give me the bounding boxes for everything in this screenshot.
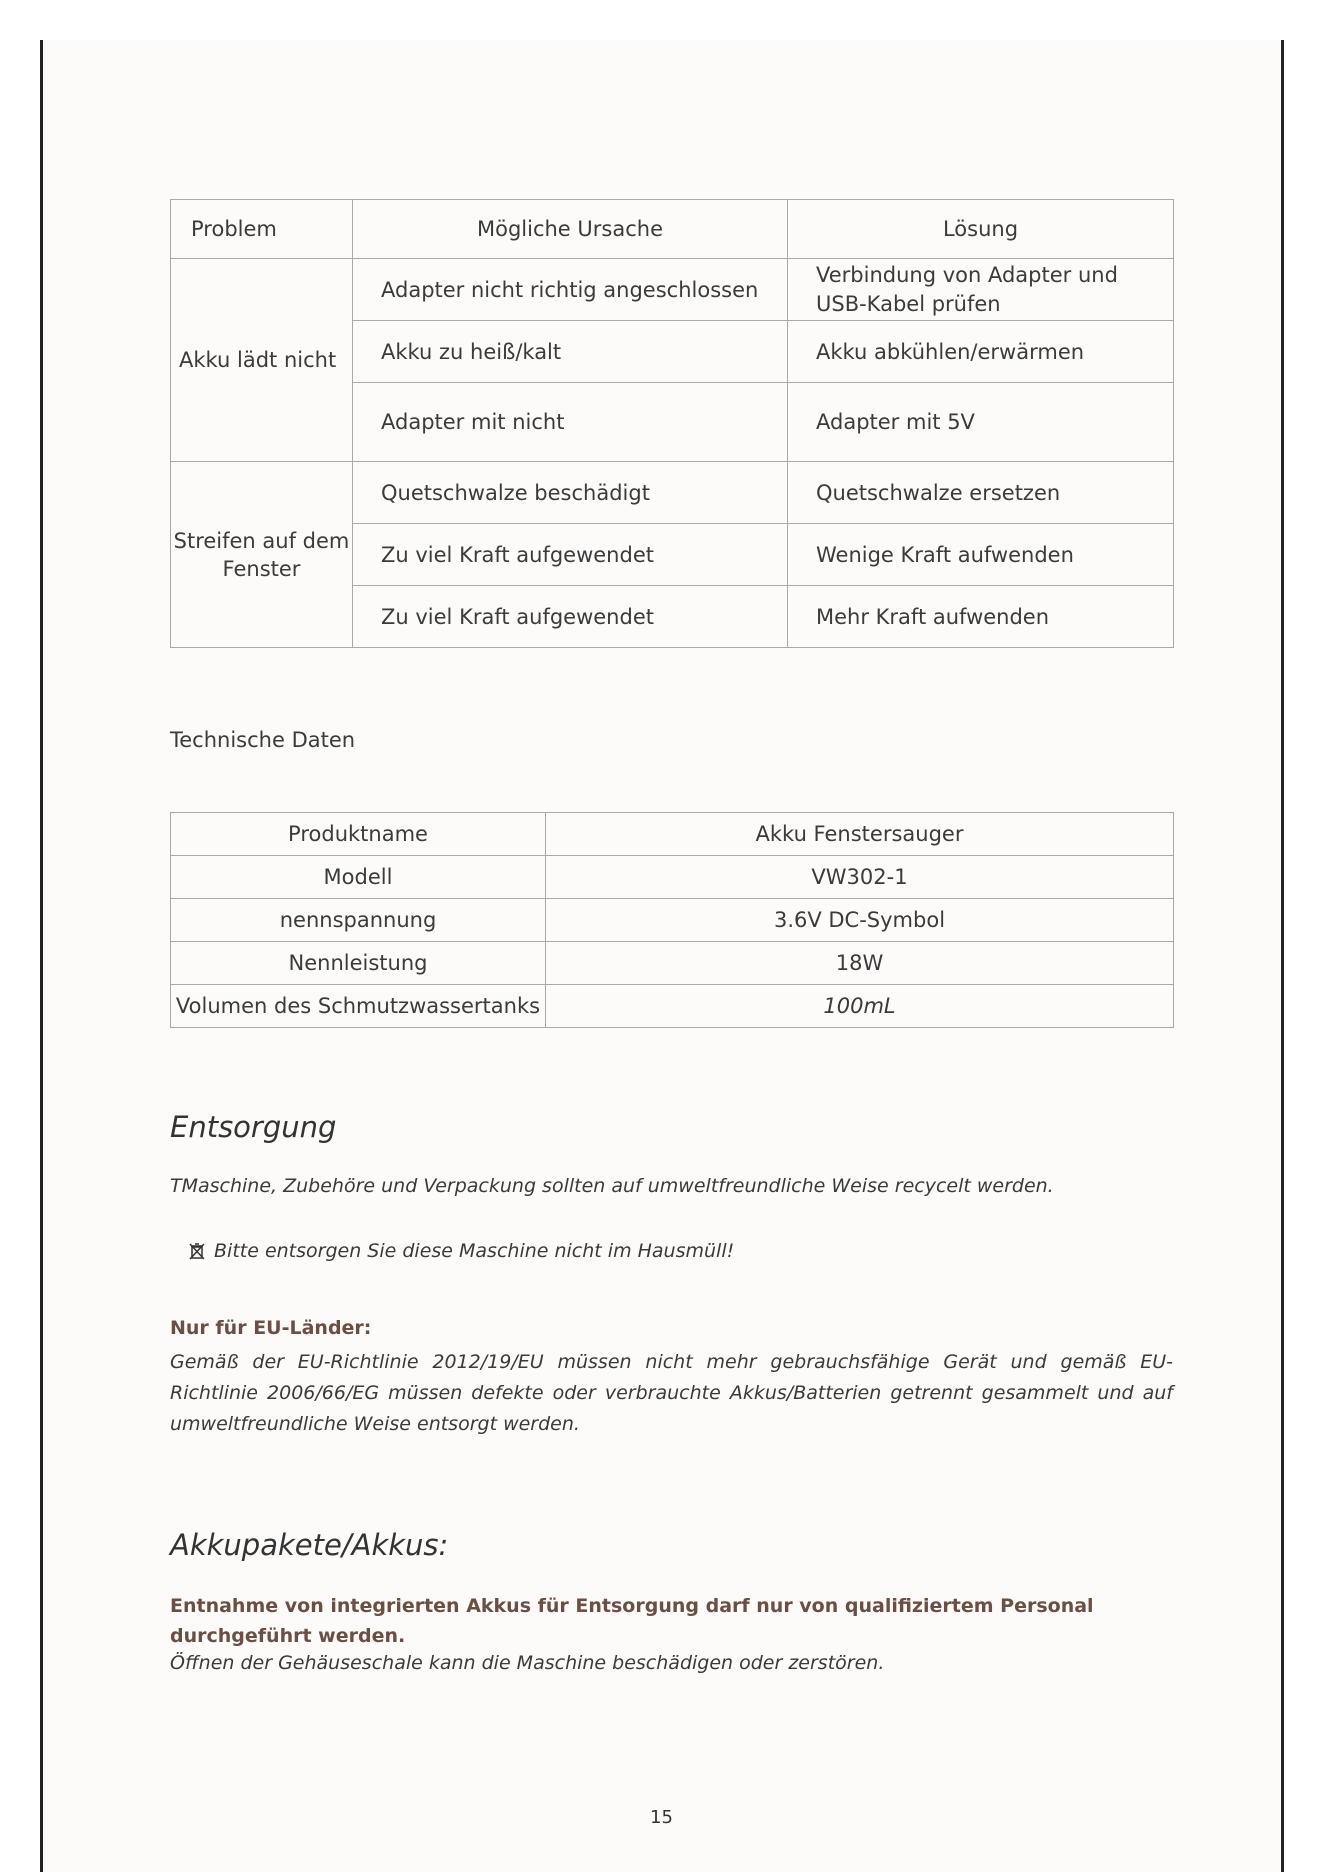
solution-cell: Quetschwalze ersetzen [788, 462, 1174, 524]
tech-label-cell: Produktname [171, 813, 546, 856]
header-cause: Mögliche Ursache [353, 200, 788, 259]
disposal-text: TMaschine, Zubehöre und Verpackung sollten auf umweltfreundliche Weise recycelt werden. [170, 1175, 1054, 1197]
cause-cell: Adapter nicht richtig angeschlossen [353, 259, 788, 321]
solution-cell: Adapter mit 5V [788, 383, 1174, 462]
eu-text: Gemäß der EU-Richtlinie 2012/19/EU müssen nicht mehr gebrauchsfähige Gerät und gemäß EU-Richtlinie 2006/66/EG müssen defekte oder verbrauchte Akkus/Batterien getrennt gesammelt und auf umweltfreundliche Weise entsorgt werden. [170, 1351, 1173, 1435]
cause-cell: Akku zu heiß/kalt [353, 321, 788, 383]
tech-value-cell: 18W [546, 942, 1174, 985]
table-row [171, 985, 1174, 1028]
tech-value-cell: 100mL [546, 985, 1174, 1028]
batteries-heading: Akkupakete/Akkus: [170, 1528, 449, 1562]
tech-value-cell: 3.6V DC-Symbol [546, 899, 1174, 942]
bin-notice-text: Bitte entsorgen Sie diese Maschine nicht im Hausmüll! [214, 1240, 735, 1262]
solution-cell: Verbindung von Adapter und USB-Kabel prüfen [788, 259, 1174, 321]
cause-cell: Adapter mit nicht [353, 383, 788, 462]
tech-data-table [170, 812, 1174, 1028]
disposal-heading: Entsorgung [170, 1110, 337, 1144]
left-page-edge [40, 40, 43, 1872]
table-row [171, 813, 1174, 856]
header-solution: Lösung [788, 200, 1174, 259]
crossed-out-bin-icon [188, 1242, 206, 1265]
tech-value-cell: Akku Fenstersauger [546, 813, 1174, 856]
eu-heading: Nur für EU-Länder: [170, 1317, 372, 1339]
tech-label-cell: Modell [171, 856, 546, 899]
cause-cell: Quetschwalze beschädigt [353, 462, 788, 524]
page-number: 15 [650, 1807, 673, 1828]
problem-cell: Streifen auf dem Fenster [171, 462, 353, 648]
table-header-row [171, 200, 1174, 259]
table-row [171, 942, 1174, 985]
problem-cell: Akku lädt nicht [171, 259, 353, 462]
solution-cell: Akku abkühlen/erwärmen [788, 321, 1174, 383]
tech-label-cell: Nennleistung [171, 942, 546, 985]
tech-data-heading: Technische Daten [170, 728, 356, 752]
tech-label-cell: Volumen des Schmutzwassertanks [171, 985, 546, 1028]
table-row [171, 899, 1174, 942]
table-row [171, 462, 1174, 524]
batteries-bold-text: Entnahme von integrierten Akkus für Entsorgung darf nur von qualifiziertem Personal durchgeführt werden. [170, 1595, 1094, 1647]
table-row [171, 259, 1174, 321]
cause-cell: Zu viel Kraft aufgewendet [353, 524, 788, 586]
batteries-text: Öffnen der Gehäuseschale kann die Maschine beschädigen oder zerstören. [170, 1652, 885, 1674]
troubleshooting-table [170, 199, 1174, 648]
bin-notice [188, 1240, 734, 1265]
solution-cell: Mehr Kraft aufwenden [788, 586, 1174, 648]
tech-value-cell: VW302-1 [546, 856, 1174, 899]
tech-label-cell: nennspannung [171, 899, 546, 942]
header-problem: Problem [171, 200, 353, 259]
solution-cell: Wenige Kraft aufwenden [788, 524, 1174, 586]
right-page-edge [1281, 40, 1284, 1872]
table-row [171, 856, 1174, 899]
cause-cell: Zu viel Kraft aufgewendet [353, 586, 788, 648]
